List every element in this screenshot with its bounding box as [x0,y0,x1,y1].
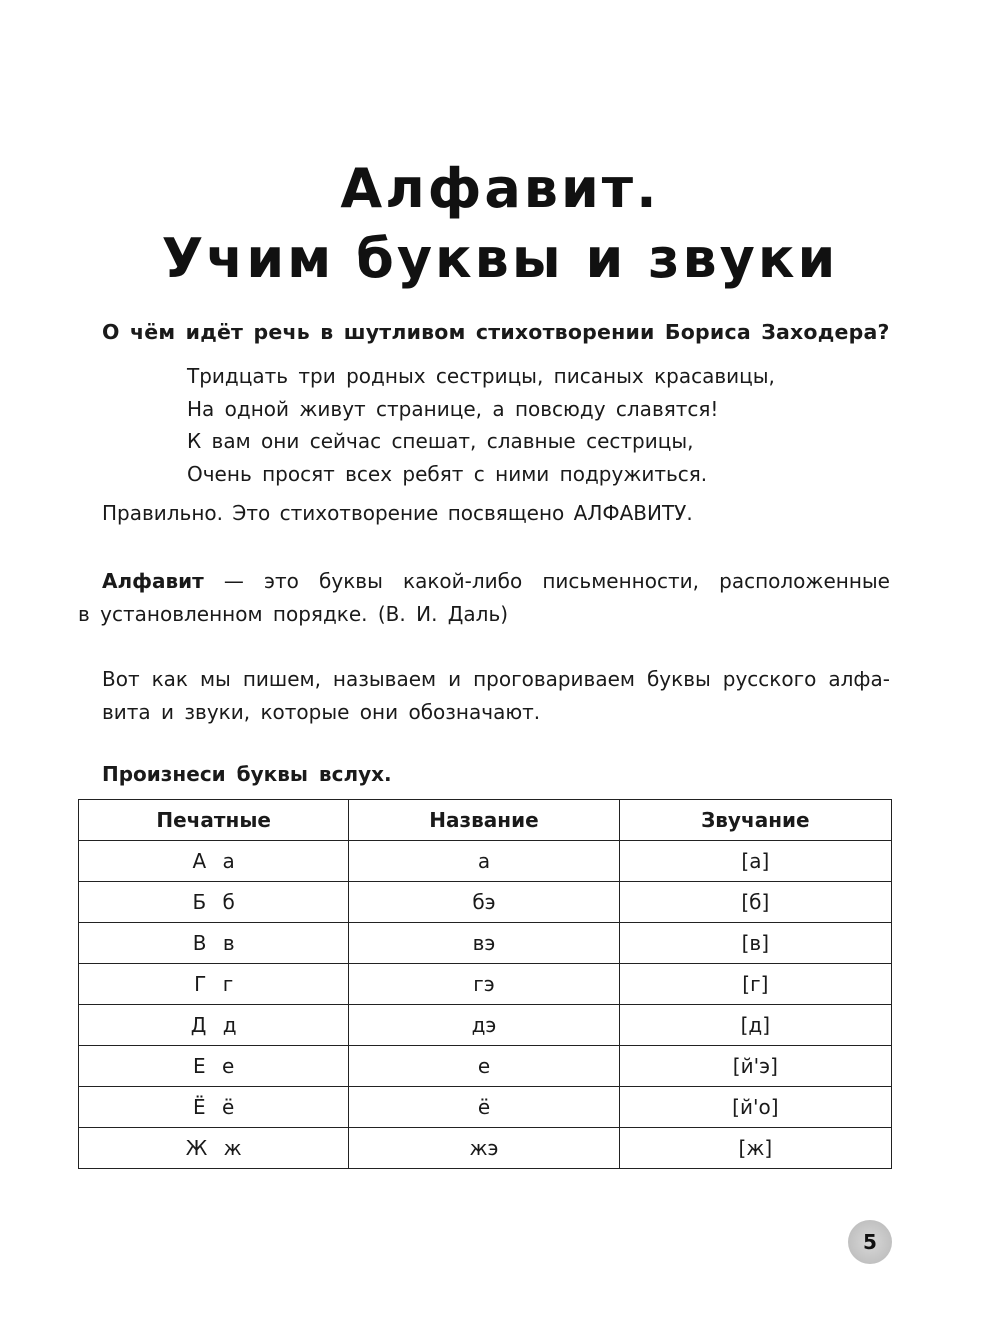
column-header-sound: Звучание [619,800,891,841]
alphabet-table [78,799,892,1169]
letter-sound-cell: [б] [619,882,891,923]
letter-name-cell: вэ [349,923,619,964]
table-row [79,1087,892,1128]
printed-letter-cell: В в [79,923,349,964]
page-title-line-2: Учим буквы и звуки [161,227,839,290]
answer-text: Правильно. Это стихотворение посвящено АЛФАВИТУ. [102,501,693,525]
table-row [79,841,892,882]
definition-word: письменности, [542,569,699,593]
definition-word: какой-либо [403,569,523,593]
intro-line-1 [102,663,890,696]
instruction-text: Произнеси буквы вслух. [102,762,392,786]
table-row [79,923,892,964]
column-header-printed: Печатные [79,800,349,841]
page-title-line-1: Алфавит. [340,157,660,220]
letter-name-cell: ё [349,1087,619,1128]
table-row [79,882,892,923]
question-text: О чём идёт речь в шутливом стихотворении Бориса Заходера? [102,320,890,344]
table-row [79,1046,892,1087]
poem-line: Тридцать три родных сестрицы, писаных красавицы, [187,364,775,388]
printed-letter-cell: Б б [79,882,349,923]
definition-paragraph [78,565,890,631]
letter-name-cell: гэ [349,964,619,1005]
letter-sound-cell: [д] [619,1005,891,1046]
definition-line-1 [78,565,890,598]
letter-sound-cell: [й'э] [619,1046,891,1087]
printed-letter-cell: Ж ж [79,1128,349,1169]
letter-sound-cell: [в] [619,923,891,964]
intro-word: и [448,667,462,691]
definition-word: расположенные [719,569,890,593]
letter-name-cell: дэ [349,1005,619,1046]
intro-word: называем [332,667,437,691]
letter-name-cell: а [349,841,619,882]
poem-line: К вам они сейчас спешат, славные сестрицы, [187,429,694,453]
table-header-row [79,800,892,841]
letter-sound-cell: [ж] [619,1128,891,1169]
table-row [79,1005,892,1046]
definition-line-2: в установленном порядке. (В. И. Даль) [78,602,509,626]
letter-name-cell: е [349,1046,619,1087]
poem-line: На одной живут странице, а повсюду славятся! [187,396,719,421]
column-header-name: Название [349,800,619,841]
intro-word: русского [722,667,817,691]
printed-letter-cell: Д д [79,1005,349,1046]
intro-word: как [151,667,188,691]
poem-line: Очень просят всех ребят с ними подружиться. [187,461,708,486]
definition-word: — [223,569,244,593]
letter-name-cell: бэ [349,882,619,923]
intro-paragraph [102,663,890,729]
intro-word: проговариваем [473,667,635,691]
letter-name-cell: жэ [349,1128,619,1169]
intro-word: буквы [646,667,711,691]
letter-sound-cell: [а] [619,841,891,882]
table-row [79,1128,892,1169]
page-number-badge: 5 [848,1220,892,1264]
definition-word: буквы [319,569,383,593]
printed-letter-cell: Ё ё [79,1087,349,1128]
letter-sound-cell: [й'о] [619,1087,891,1128]
definition-word: это [264,569,299,593]
poem [187,360,775,490]
intro-word: мы [199,667,231,691]
printed-letter-cell: Г г [79,964,349,1005]
intro-line-2: вита и звуки, которые они обозначают. [102,700,541,724]
printed-letter-cell: Е е [79,1046,349,1087]
letter-sound-cell: [г] [619,964,891,1005]
intro-word: пишем, [242,667,321,691]
definition-term: Алфавит [102,569,204,593]
intro-word: алфа- [828,667,890,691]
printed-letter-cell: А а [79,841,349,882]
table-row [79,964,892,1005]
intro-word: Вот [102,667,140,691]
